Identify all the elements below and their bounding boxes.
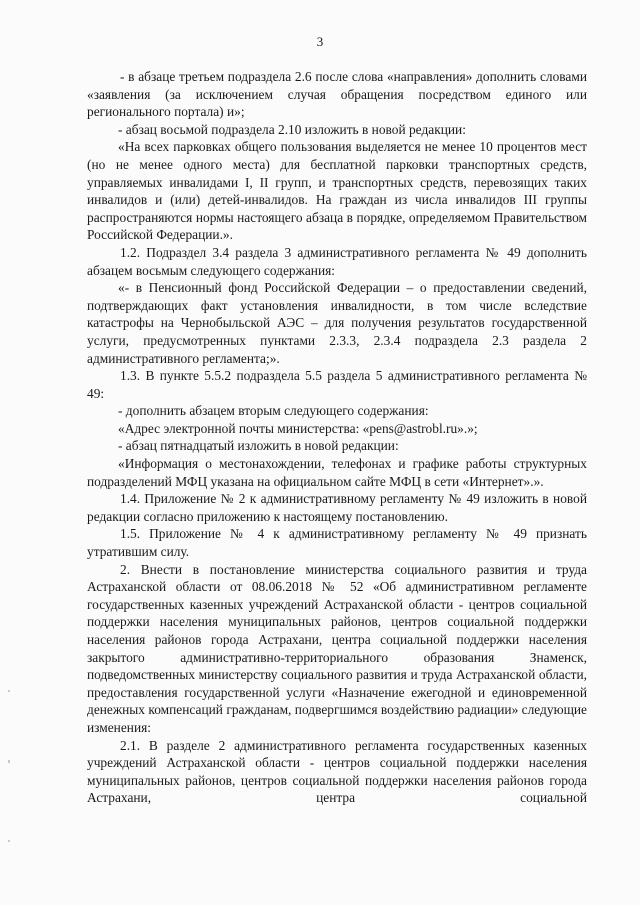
document-body [87, 68, 587, 807]
scan-edge-mark [8, 840, 10, 842]
paragraph-item-2-6: - в абзаце третьем подраздела 2.6 после слова «направления» дополнить словами «заявления (за исключением случая обращения посредством единого или регионального портала) и»; [87, 69, 587, 120]
paragraph-email-quote: «Адрес электронной почты министерства: «pens@astrobl.ru».»; [118, 420, 478, 436]
paragraph-mfc-quote: «Информация о местонахождении, телефонах и графике работы структурных подразделений МФЦ указана на официальном сайте МФЦ в сети «Интернет».». [87, 456, 587, 489]
scan-edge-mark [8, 760, 10, 763]
page-number: 3 [316, 34, 324, 49]
paragraph-1-4: 1.4. Приложение № 2 к административному регламенту № 49 изложить в новой редакции согласно приложению к настоящему постановлению. [87, 491, 587, 524]
paragraph-1-2: 1.2. Подраздел 3.4 раздела 3 административного регламента № 49 дополнить абзацем восьмым следующего содержания: [87, 244, 587, 278]
paragraph-fifteenth: - абзац пятнадцатый изложить в новой редакции: [118, 438, 399, 454]
paragraph-pension-fund-quote: «- в Пенсионный фонд Российской Федерации – о предоставлении сведений, подтверждающих факт установления инвалидности, в том числе вследствие катастрофы на Чернобыльской АЭС – для получения результатов государственной услуги, предусмотренных пунктами 2.3.3, 2.3.4 подраздела 2.3 раздела 2 административного регламента;». [87, 280, 587, 366]
paragraph-2: 2. Внести в постановление министерства социального развития и труда Астраханской области от 08.06.2018 № 52 «Об административном регламенте государственных казенных учреждений Астраханской области - центров социальной поддержки населения муниципальных районов, центров социальной поддержки населения районов города Астрахани, центра социальной поддержки населения закрытого административно-территориального образования Знаменск, подведомственных министерству социального развития и труда Астраханской области, предоставления государственной услуги «Назначение ежегодной и единовременной денежных компенсаций гражданам, подвергшимся воздействию радиации» следующие изменения: [87, 561, 587, 735]
paragraph-2-1: 2.1. В разделе 2 административного регламента государственных казенных учреждений Астраханской области - центров социальной поддержки населения муниципальных районов, центров социальной поддержки населения районов города Астрахани, центра социальной [87, 737, 587, 806]
scan-edge-mark [8, 690, 10, 692]
paragraph-1-3: 1.3. В пункте 5.5.2 подраздела 5.5 раздела 5 административного регламента № 49: [87, 368, 587, 401]
paragraph-1-5: 1.5. Приложение № 4 к административному регламенту № 49 признать утратившим силу. [87, 526, 587, 560]
paragraph-item-2-10: - абзац восьмой подраздела 2.10 изложить в новой редакции: [118, 121, 466, 137]
paragraph-add-second: - дополнить абзацем вторым следующего содержания: [118, 403, 429, 419]
paragraph-parking-quote: «На всех парковках общего пользования выделяется не менее 10 процентов мест (но не менее одного места) для бесплатной парковки транспортных средств, управляемых инвалидами I, II групп, и транспортных средств, перевозящих таких инвалидов и (или) детей-инвалидов. На граждан из числа инвалидов III группы распространяются нормы настоящего абзаца в порядке, определяемом Правительством Российской Федерации.». [87, 139, 587, 243]
